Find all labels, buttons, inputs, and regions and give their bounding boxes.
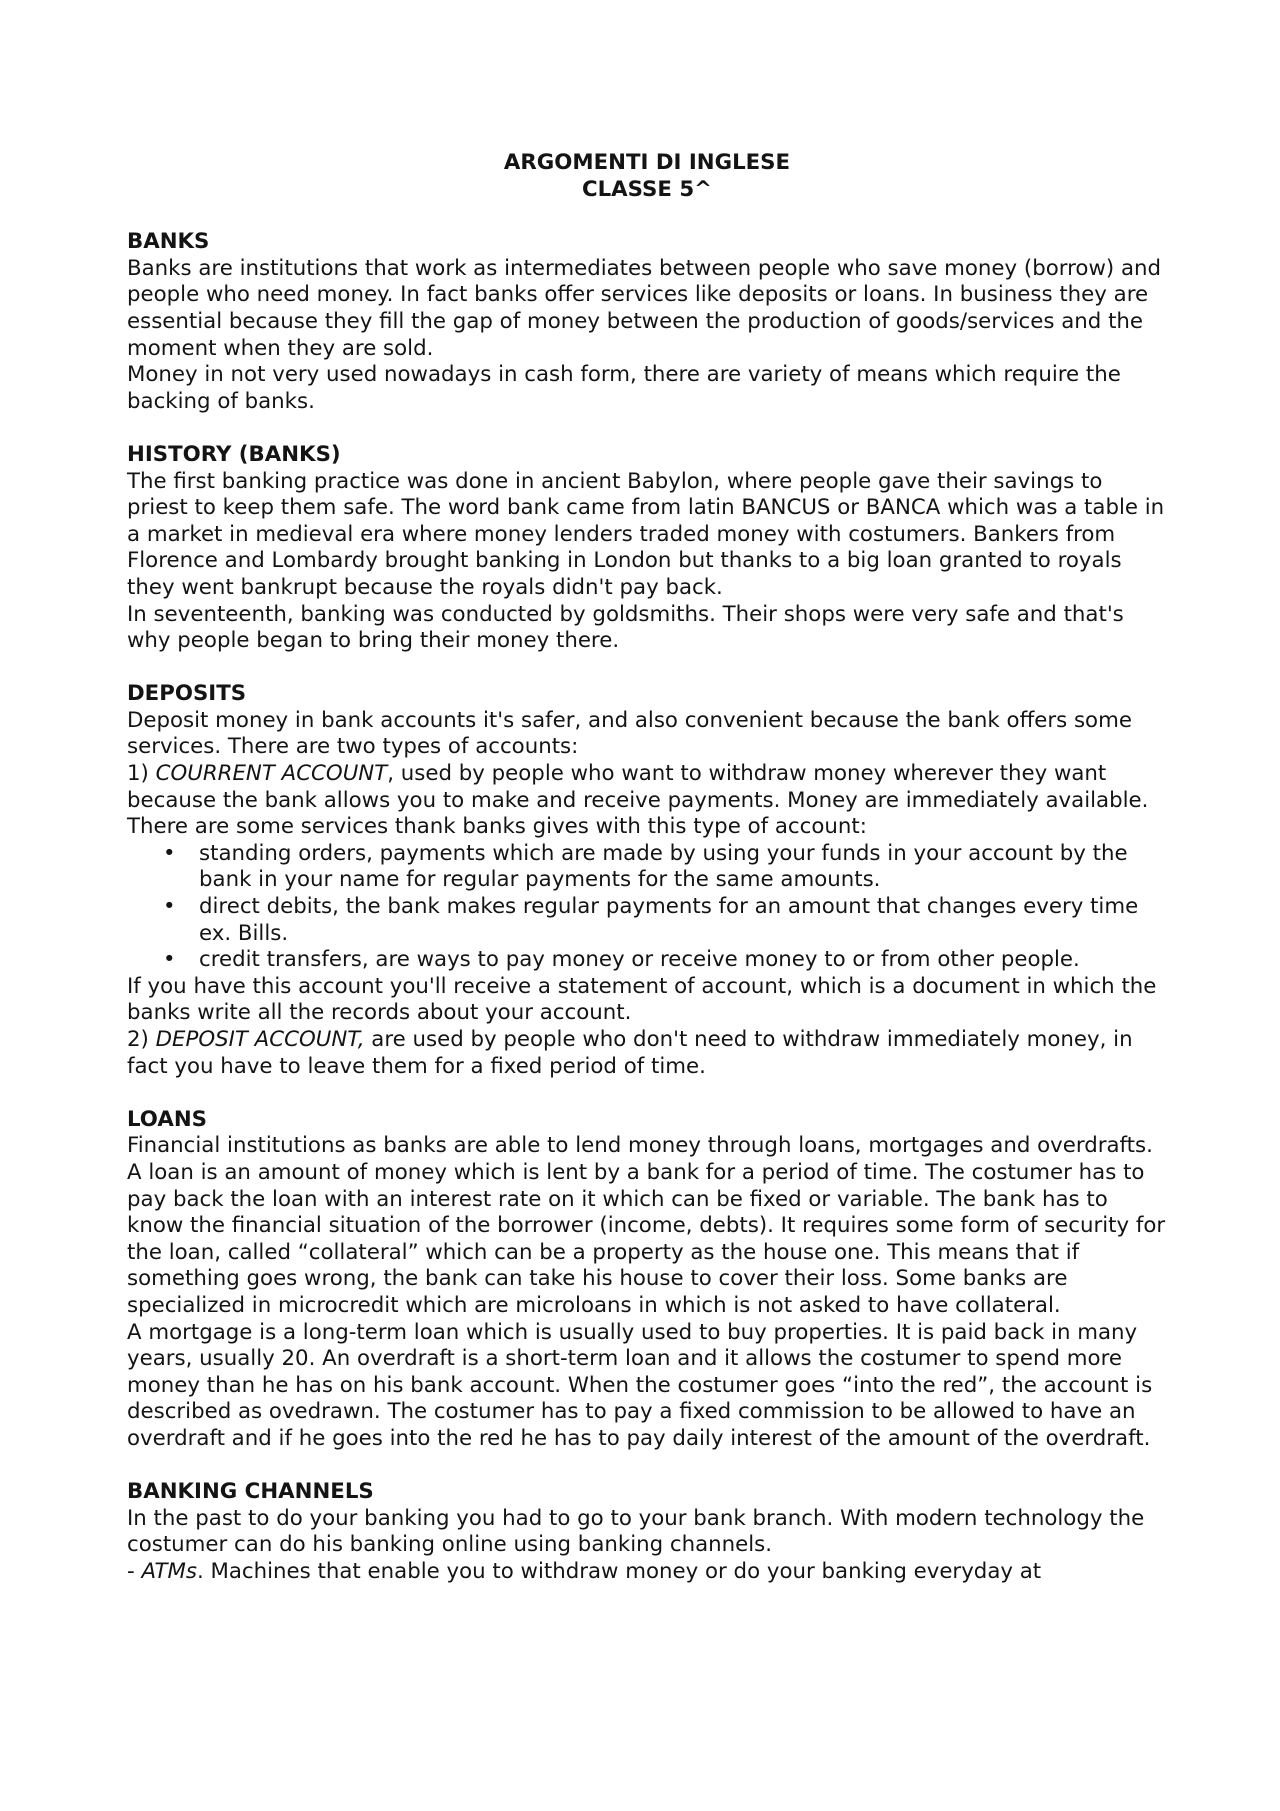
atm-term: ATMs: [141, 1558, 197, 1584]
list-item: [163, 947, 1167, 974]
bullet-icon: •: [163, 947, 176, 973]
section-history: [127, 442, 1167, 655]
loans-paragraph-3: A mortgage is a long-term loan which is usually used to buy properties. It is paid back in many years, usually 20. An overdraft is a short-term loan and it allows the costumer to spend more money than he has on his bank account. When the costumer goes “into the red”, the account is described as ovedrawn. The costumer has to pay a fixed commission to be allowed to have an overdraft and if he goes into the red he has to pay daily interest of the amount of the overdraft.: [127, 1319, 1153, 1451]
deposit-account-text: are used by people who don't need to withdraw immediately money, in fact you have to leave them for a fixed period of time.: [127, 1027, 1133, 1079]
current-account-number: 1): [127, 761, 156, 787]
loans-paragraph-1: Financial institutions as banks are able to lend money through loans, mortgages and overdrafts.: [127, 1133, 1153, 1159]
heading-banking-channels: BANKING CHANNELS: [127, 1479, 374, 1505]
channels-paragraph-1: In the past to do your banking you had to go to your bank branch. With modern technology the costumer can do his banking online using banking channels.: [127, 1505, 1145, 1558]
banks-paragraph-2: Money in not very used nowadays in cash form, there are variety of means which require the backing of banks.: [127, 362, 1121, 414]
heading-history: HISTORY (BANKS): [127, 441, 341, 467]
atm-line: [127, 1559, 1167, 1586]
section-deposits: [127, 681, 1167, 1080]
bullet-icon: •: [163, 894, 176, 920]
bullet-icon: •: [163, 840, 176, 866]
list-item-text: credit transfers, are ways to pay money or receive money to or from other people.: [199, 947, 1080, 973]
atm-text: . Machines that enable you to withdraw money or do your banking everyday at: [196, 1558, 1042, 1584]
heading-loans: LOANS: [127, 1106, 207, 1132]
current-account-text: , used by people who want to withdraw money wherever they want because the bank allows you to make and receive payments. Money are immediately available. There are some services thank banks gives with this type of account:: [127, 761, 1149, 840]
services-list: [127, 841, 1167, 974]
deposit-account-number: 2): [127, 1027, 156, 1052]
statement-paragraph: If you have this account you'll receive a statement of account, which is a document in which the banks write all the records about your account.: [127, 973, 1157, 1026]
current-account-paragraph: [127, 761, 1167, 841]
list-item: [163, 894, 1167, 947]
history-paragraph-2: In seventeenth, banking was conducted by goldsmiths. Their shops were very safe and that's why people began to bring their money there.: [127, 601, 1124, 654]
section-loans: [127, 1107, 1167, 1453]
document-title: [127, 150, 1167, 203]
deposit-account-paragraph: [127, 1027, 1167, 1080]
loans-paragraph-2: A loan is an amount of money which is lent by a bank for a period of time. The costumer has to pay back the loan with an interest rate on it which can be fixed or variable. The bank has to know the financial situation of the borrower (income, debts). It requires some form of security for the loan, called “collateral” which can be a property as the house one. This means that if something goes wrong, the bank can take his house to cover their loss. Some banks are specialized in microcredit which are microloans in which is not asked to have collateral.: [127, 1159, 1166, 1318]
list-item-text: standing orders, payments which are made by using your funds in your account by the bank in your name for regular payments for the same amounts.: [199, 840, 1128, 893]
heading-deposits: DEPOSITS: [127, 681, 247, 707]
dash-icon: -: [127, 1558, 142, 1584]
deposit-account-term: DEPOSIT ACCOUNT,: [155, 1027, 365, 1052]
deposits-paragraph-1: Deposit money in bank accounts it's safer, and also convenient because the bank offers some services. There are two types of accounts:: [127, 707, 1132, 760]
title-line-2: CLASSE 5^: [581, 176, 713, 202]
document-page: [127, 150, 1167, 1612]
heading-banks: BANKS: [127, 229, 210, 255]
banks-paragraph-1: Banks are institutions that work as intermediates between people who save money (borrow) and people who need money. In fact banks offer services like deposits or loans. In business they are essential because they fill the gap of money between the production of goods/services and the moment when they are sold.: [127, 255, 1162, 361]
current-account-term: COURRENT ACCOUNT: [155, 761, 388, 787]
list-item-text: direct debits, the bank makes regular payments for an amount that changes every time ex. Bills.: [199, 894, 1139, 946]
section-banks: [127, 229, 1167, 415]
list-item: [163, 840, 1167, 894]
history-paragraph-1: The first banking practice was done in ancient Babylon, where people gave their savings to priest to keep them safe. The word bank came from latin BANCUS or BANCA which was a table in a market in medieval era where money lenders traded money with costumers. Bankers from Florence and Lombardy brought banking in London but thanks to a big loan granted to royals they went bankrupt because the royals didn't pay back.: [127, 468, 1165, 600]
title-line-1: ARGOMENTI DI INGLESE: [503, 150, 791, 175]
section-banking-channels: [127, 1479, 1167, 1585]
